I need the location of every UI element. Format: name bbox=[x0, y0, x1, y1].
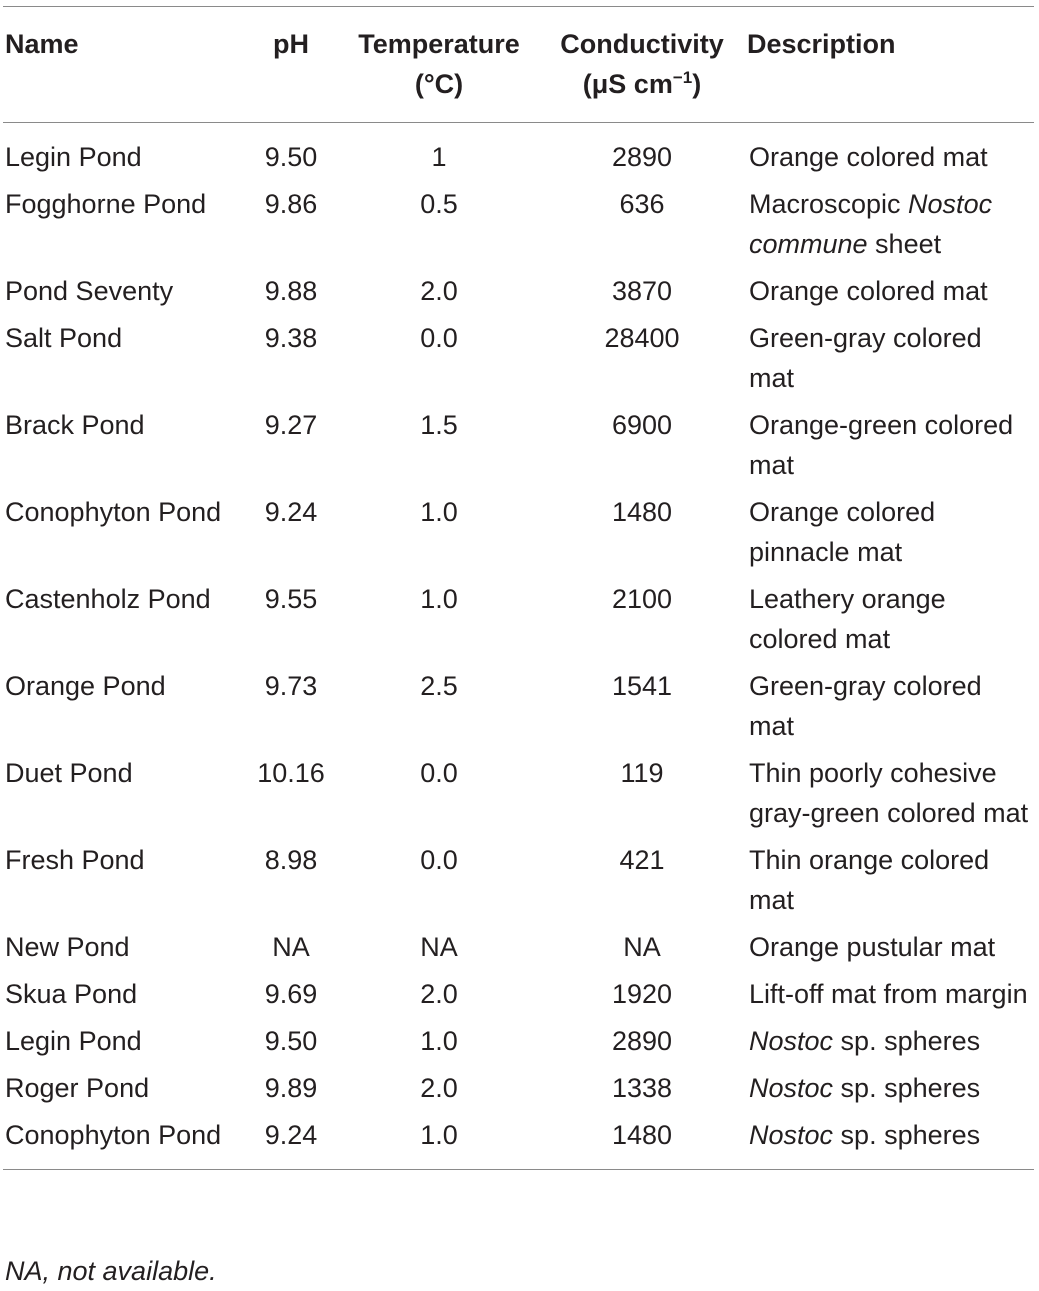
table-row bbox=[3, 184, 1034, 271]
cell-description bbox=[747, 492, 1034, 579]
description-segment: sp. spheres bbox=[833, 1073, 981, 1103]
table-row bbox=[3, 1068, 1034, 1115]
cell-temperature: 0.5 bbox=[420, 189, 458, 219]
cell-conductivity: 119 bbox=[620, 758, 664, 788]
cell-name: Conophyton Pond bbox=[5, 1120, 222, 1150]
cell-description bbox=[747, 927, 1034, 974]
cell-ph: 10.16 bbox=[257, 758, 325, 788]
cell-description bbox=[747, 753, 1034, 840]
header-conductivity-unit: (μS cm bbox=[582, 69, 673, 99]
cell-name: Skua Pond bbox=[5, 979, 138, 1009]
cell-conductivity: 2890 bbox=[611, 142, 673, 172]
cell-ph: 9.89 bbox=[264, 1073, 318, 1103]
cell-name: Fresh Pond bbox=[5, 845, 145, 875]
cell-conductivity: 2890 bbox=[611, 1026, 673, 1056]
cell-description bbox=[747, 1021, 1034, 1068]
cell-name: Fogghorne Pond bbox=[5, 189, 207, 219]
cell-temperature: 1.0 bbox=[420, 497, 458, 527]
cell-name: Roger Pond bbox=[5, 1073, 150, 1103]
description-segment: Thin poorly cohesive gray-green colored mat bbox=[749, 758, 1029, 828]
header-temperature-unit: (°C) bbox=[414, 69, 464, 99]
cell-conductivity: 1541 bbox=[611, 671, 673, 701]
table-row bbox=[3, 579, 1034, 666]
description-segment: Leathery orange colored mat bbox=[749, 584, 946, 654]
description-segment: sp. spheres bbox=[833, 1026, 981, 1056]
description-segment: sp. spheres bbox=[833, 1120, 981, 1150]
cell-conductivity: 1338 bbox=[611, 1073, 673, 1103]
table-body bbox=[3, 123, 1034, 1170]
cell-ph: 8.98 bbox=[264, 845, 318, 875]
description-segment: Orange colored mat bbox=[749, 142, 988, 172]
description-segment: Nostoc commune bbox=[749, 189, 993, 259]
header-row bbox=[3, 7, 1034, 123]
cell-name: Orange Pond bbox=[5, 671, 166, 701]
cell-name: Salt Pond bbox=[5, 323, 123, 353]
cell-ph: NA bbox=[272, 932, 310, 962]
description-segment: Lift-off mat from margin bbox=[749, 979, 1028, 1009]
table-row bbox=[3, 318, 1034, 405]
cell-ph: 9.69 bbox=[264, 979, 318, 1009]
header-conductivity-label: Conductivity bbox=[560, 29, 724, 59]
table-row bbox=[3, 123, 1034, 185]
cell-name: Brack Pond bbox=[5, 410, 145, 440]
table-row bbox=[3, 1115, 1034, 1170]
cell-temperature: 2.5 bbox=[420, 671, 458, 701]
cell-conductivity: NA bbox=[623, 932, 661, 962]
cell-description bbox=[747, 1115, 1034, 1170]
cell-ph: 9.88 bbox=[264, 276, 318, 306]
header-conductivity-exponent: −1 bbox=[672, 68, 693, 87]
table-row bbox=[3, 927, 1034, 974]
cell-temperature: 0.0 bbox=[420, 845, 458, 875]
table-row bbox=[3, 271, 1034, 318]
table-row bbox=[3, 1021, 1034, 1068]
cell-conductivity: 421 bbox=[619, 845, 665, 875]
cell-ph: 9.73 bbox=[264, 671, 318, 701]
cell-temperature: 0.0 bbox=[420, 758, 458, 788]
cell-description bbox=[747, 666, 1034, 753]
header-temperature-label: Temperature bbox=[358, 29, 520, 59]
cell-name: Pond Seventy bbox=[5, 276, 174, 306]
cell-description bbox=[747, 318, 1034, 405]
cell-temperature: NA bbox=[420, 932, 458, 962]
table-header bbox=[3, 7, 1034, 123]
cell-name: Conophyton Pond bbox=[5, 497, 222, 527]
table-row bbox=[3, 753, 1034, 840]
cell-description bbox=[747, 405, 1034, 492]
cell-temperature: 2.0 bbox=[420, 276, 458, 306]
description-segment: Green-gray colored mat bbox=[749, 671, 982, 741]
table-row bbox=[3, 492, 1034, 579]
header-description: Description bbox=[747, 7, 1034, 123]
cell-ph: 9.24 bbox=[264, 1120, 318, 1150]
table-row bbox=[3, 666, 1034, 753]
cell-name: Legin Pond bbox=[5, 142, 142, 172]
pond-data-table bbox=[3, 6, 1034, 1170]
header-name: Name bbox=[3, 7, 241, 123]
table-row bbox=[3, 974, 1034, 1021]
cell-conductivity: 1480 bbox=[611, 1120, 673, 1150]
description-segment: Thin orange colored mat bbox=[749, 845, 990, 915]
header-temperature bbox=[341, 7, 537, 123]
description-segment: Orange pustular mat bbox=[749, 932, 996, 962]
cell-temperature: 0.0 bbox=[420, 323, 458, 353]
cell-description bbox=[747, 1068, 1034, 1115]
table-row bbox=[3, 840, 1034, 927]
description-segment: Orange-green colored mat bbox=[749, 410, 1014, 480]
cell-temperature: 1.0 bbox=[420, 584, 458, 614]
description-segment: Nostoc bbox=[749, 1120, 834, 1150]
cell-ph: 9.86 bbox=[264, 189, 318, 219]
cell-description bbox=[747, 123, 1034, 185]
cell-name: Legin Pond bbox=[5, 1026, 142, 1056]
cell-conductivity: 1920 bbox=[611, 979, 673, 1009]
cell-conductivity: 2100 bbox=[611, 584, 673, 614]
description-segment: Orange colored mat bbox=[749, 276, 988, 306]
cell-ph: 9.27 bbox=[264, 410, 318, 440]
cell-temperature: 1.0 bbox=[420, 1120, 458, 1150]
description-segment: Macroscopic bbox=[749, 189, 909, 219]
cell-ph: 9.24 bbox=[264, 497, 318, 527]
cell-name: New Pond bbox=[5, 932, 130, 962]
header-ph: pH bbox=[241, 7, 341, 123]
cell-temperature: 2.0 bbox=[420, 979, 458, 1009]
cell-description bbox=[747, 271, 1034, 318]
cell-conductivity: 6900 bbox=[611, 410, 673, 440]
header-conductivity bbox=[537, 7, 747, 123]
cell-conductivity: 636 bbox=[619, 189, 665, 219]
cell-ph: 9.38 bbox=[264, 323, 318, 353]
header-conductivity-close: ) bbox=[692, 69, 702, 99]
cell-ph: 9.50 bbox=[264, 142, 318, 172]
cell-description bbox=[747, 974, 1034, 1021]
cell-description bbox=[747, 840, 1034, 927]
cell-temperature: 1.5 bbox=[420, 410, 458, 440]
table-footnote: NA, not available. bbox=[5, 1256, 217, 1286]
cell-description bbox=[747, 579, 1034, 666]
description-segment: Nostoc bbox=[749, 1073, 834, 1103]
table-row bbox=[3, 405, 1034, 492]
cell-conductivity: 3870 bbox=[611, 276, 673, 306]
cell-name: Castenholz Pond bbox=[5, 584, 211, 614]
description-segment: sheet bbox=[867, 229, 942, 259]
description-segment: Green-gray colored mat bbox=[749, 323, 982, 393]
cell-temperature: 1.0 bbox=[420, 1026, 458, 1056]
cell-ph: 9.50 bbox=[264, 1026, 318, 1056]
cell-conductivity: 28400 bbox=[604, 323, 680, 353]
cell-conductivity: 1480 bbox=[611, 497, 673, 527]
cell-temperature: 2.0 bbox=[420, 1073, 458, 1103]
cell-ph: 9.55 bbox=[264, 584, 318, 614]
description-segment: Orange colored pinnacle mat bbox=[749, 497, 936, 567]
cell-temperature: 1 bbox=[431, 142, 447, 172]
description-segment: Nostoc bbox=[749, 1026, 834, 1056]
cell-name: Duet Pond bbox=[5, 758, 133, 788]
cell-description bbox=[747, 184, 1034, 271]
